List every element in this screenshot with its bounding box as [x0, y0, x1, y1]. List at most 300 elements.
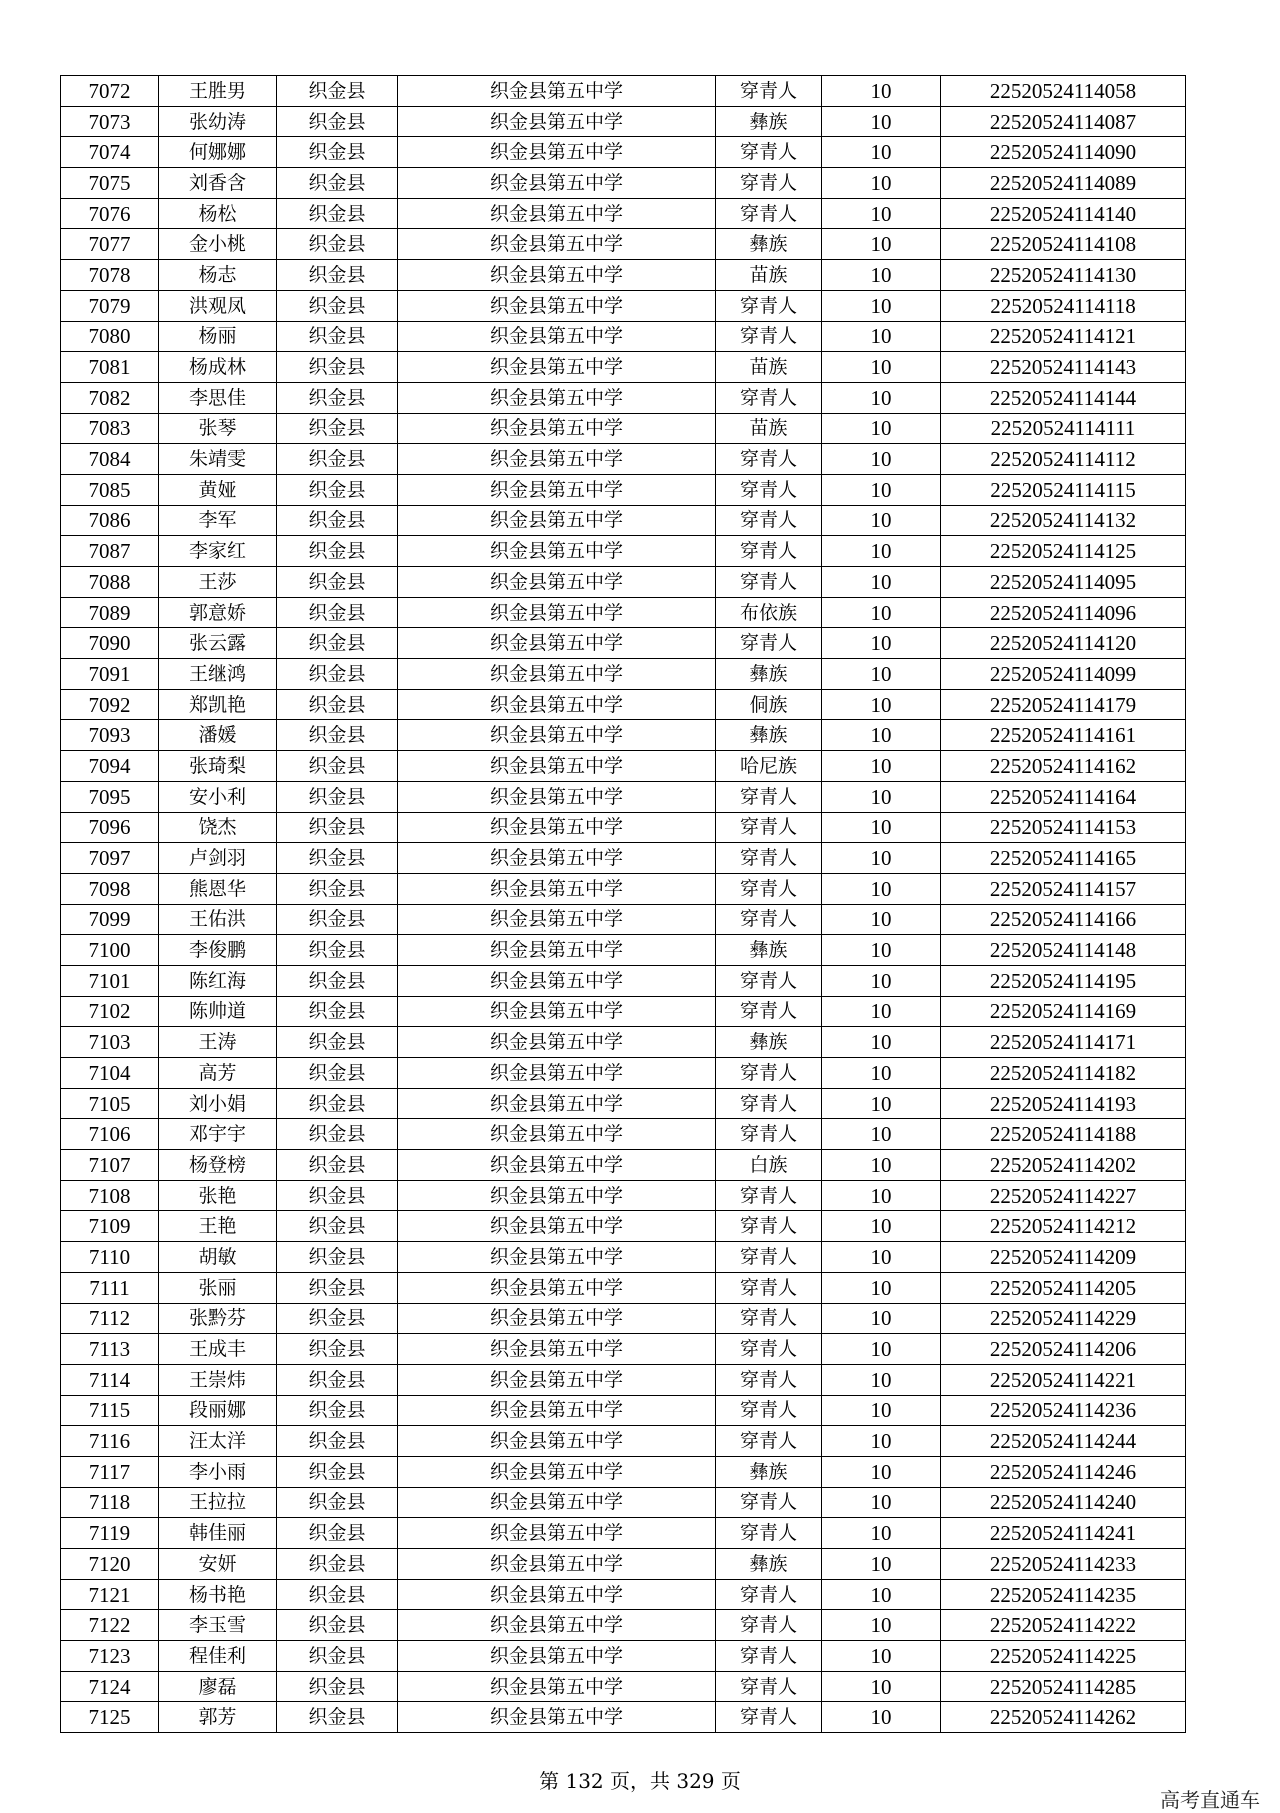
row-number-cell: 7074 — [61, 137, 159, 168]
exam-id-cell: 22520524114182 — [941, 1058, 1186, 1089]
score-cell: 10 — [822, 137, 941, 168]
county-cell: 织金县 — [277, 474, 398, 505]
table-row — [61, 628, 1186, 659]
school-cell: 织金县第五中学 — [398, 1180, 716, 1211]
school-cell: 织金县第五中学 — [398, 1456, 716, 1487]
county-cell: 织金县 — [277, 812, 398, 843]
exam-id-cell: 22520524114164 — [941, 781, 1186, 812]
ethnicity-cell: 穿青人 — [716, 1180, 822, 1211]
row-number-cell: 7097 — [61, 843, 159, 874]
row-number-cell: 7101 — [61, 965, 159, 996]
school-cell: 织金县第五中学 — [398, 781, 716, 812]
exam-id-cell: 22520524114285 — [941, 1671, 1186, 1702]
row-number-cell: 7077 — [61, 229, 159, 260]
school-cell: 织金县第五中学 — [398, 1058, 716, 1089]
table-row — [61, 1671, 1186, 1702]
ethnicity-cell: 苗族 — [716, 352, 822, 383]
county-cell: 织金县 — [277, 198, 398, 229]
exam-id-cell: 22520524114246 — [941, 1456, 1186, 1487]
score-cell: 10 — [822, 229, 941, 260]
name-cell: 何娜娜 — [159, 137, 277, 168]
county-cell: 织金县 — [277, 168, 398, 199]
table-row — [61, 1058, 1186, 1089]
exam-id-cell: 22520524114244 — [941, 1426, 1186, 1457]
row-number-cell: 7075 — [61, 168, 159, 199]
score-cell: 10 — [822, 751, 941, 782]
ethnicity-cell: 穿青人 — [716, 505, 822, 536]
score-cell: 10 — [822, 1027, 941, 1058]
exam-id-cell: 22520524114193 — [941, 1088, 1186, 1119]
row-number-cell: 7103 — [61, 1027, 159, 1058]
name-cell: 杨登榜 — [159, 1150, 277, 1181]
name-cell: 洪观凤 — [159, 290, 277, 321]
table-row — [61, 1610, 1186, 1641]
row-number-cell: 7098 — [61, 873, 159, 904]
school-cell: 织金县第五中学 — [398, 1641, 716, 1672]
row-number-cell: 7109 — [61, 1211, 159, 1242]
ethnicity-cell: 穿青人 — [716, 76, 822, 107]
ethnicity-cell: 穿青人 — [716, 1487, 822, 1518]
ethnicity-cell: 彝族 — [716, 106, 822, 137]
exam-id-cell: 22520524114111 — [941, 413, 1186, 444]
ethnicity-cell: 白族 — [716, 1150, 822, 1181]
exam-id-cell: 22520524114166 — [941, 904, 1186, 935]
score-cell: 10 — [822, 1395, 941, 1426]
row-number-cell: 7105 — [61, 1088, 159, 1119]
row-number-cell: 7118 — [61, 1487, 159, 1518]
score-cell: 10 — [822, 76, 941, 107]
row-number-cell: 7117 — [61, 1456, 159, 1487]
school-cell: 织金县第五中学 — [398, 1549, 716, 1580]
school-cell: 织金县第五中学 — [398, 413, 716, 444]
table-row — [61, 1395, 1186, 1426]
ethnicity-cell: 穿青人 — [716, 1334, 822, 1365]
table-row — [61, 873, 1186, 904]
score-cell: 10 — [822, 1702, 941, 1733]
score-cell: 10 — [822, 1272, 941, 1303]
table-row — [61, 168, 1186, 199]
name-cell: 王胜男 — [159, 76, 277, 107]
name-cell: 刘香含 — [159, 168, 277, 199]
score-cell: 10 — [822, 689, 941, 720]
name-cell: 王艳 — [159, 1211, 277, 1242]
ethnicity-cell: 彝族 — [716, 659, 822, 690]
row-number-cell: 7121 — [61, 1579, 159, 1610]
county-cell: 织金县 — [277, 689, 398, 720]
score-cell: 10 — [822, 843, 941, 874]
school-cell: 织金县第五中学 — [398, 382, 716, 413]
school-cell: 织金县第五中学 — [398, 597, 716, 628]
table-row — [61, 505, 1186, 536]
exam-id-cell: 22520524114090 — [941, 137, 1186, 168]
county-cell: 织金县 — [277, 935, 398, 966]
school-cell: 织金县第五中学 — [398, 474, 716, 505]
exam-id-cell: 22520524114240 — [941, 1487, 1186, 1518]
exam-id-cell: 22520524114165 — [941, 843, 1186, 874]
score-cell: 10 — [822, 1487, 941, 1518]
school-cell: 织金县第五中学 — [398, 689, 716, 720]
ethnicity-cell: 穿青人 — [716, 1364, 822, 1395]
row-number-cell: 7119 — [61, 1518, 159, 1549]
ethnicity-cell: 穿青人 — [716, 628, 822, 659]
exam-id-cell: 22520524114130 — [941, 260, 1186, 291]
exam-id-cell: 22520524114153 — [941, 812, 1186, 843]
row-number-cell: 7093 — [61, 720, 159, 751]
school-cell: 织金县第五中学 — [398, 1150, 716, 1181]
score-cell: 10 — [822, 935, 941, 966]
score-cell: 10 — [822, 106, 941, 137]
school-cell: 织金县第五中学 — [398, 996, 716, 1027]
name-cell: 韩佳丽 — [159, 1518, 277, 1549]
row-number-cell: 7088 — [61, 567, 159, 598]
exam-id-cell: 22520524114227 — [941, 1180, 1186, 1211]
name-cell: 王莎 — [159, 567, 277, 598]
county-cell: 织金县 — [277, 1456, 398, 1487]
table-row — [61, 352, 1186, 383]
ethnicity-cell: 侗族 — [716, 689, 822, 720]
name-cell: 王涛 — [159, 1027, 277, 1058]
exam-id-cell: 22520524114169 — [941, 996, 1186, 1027]
row-number-cell: 7112 — [61, 1303, 159, 1334]
score-cell: 10 — [822, 260, 941, 291]
county-cell: 织金县 — [277, 720, 398, 751]
row-number-cell: 7120 — [61, 1549, 159, 1580]
exam-id-cell: 22520524114108 — [941, 229, 1186, 260]
table-row — [61, 1272, 1186, 1303]
table-row — [61, 1456, 1186, 1487]
county-cell: 织金县 — [277, 260, 398, 291]
row-number-cell: 7083 — [61, 413, 159, 444]
county-cell: 织金县 — [277, 1272, 398, 1303]
roster-body — [61, 76, 1186, 1733]
name-cell: 段丽娜 — [159, 1395, 277, 1426]
row-number-cell: 7082 — [61, 382, 159, 413]
county-cell: 织金县 — [277, 76, 398, 107]
name-cell: 汪太洋 — [159, 1426, 277, 1457]
ethnicity-cell: 穿青人 — [716, 1702, 822, 1733]
school-cell: 织金县第五中学 — [398, 198, 716, 229]
ethnicity-cell: 彝族 — [716, 720, 822, 751]
score-cell: 10 — [822, 597, 941, 628]
exam-id-cell: 22520524114120 — [941, 628, 1186, 659]
exam-id-cell: 22520524114148 — [941, 935, 1186, 966]
score-cell: 10 — [822, 965, 941, 996]
score-cell: 10 — [822, 290, 941, 321]
name-cell: 郭意娇 — [159, 597, 277, 628]
county-cell: 织金县 — [277, 1242, 398, 1273]
county-cell: 织金县 — [277, 904, 398, 935]
name-cell: 杨书艳 — [159, 1579, 277, 1610]
row-number-cell: 7106 — [61, 1119, 159, 1150]
county-cell: 织金县 — [277, 1518, 398, 1549]
name-cell: 程佳利 — [159, 1641, 277, 1672]
county-cell: 织金县 — [277, 659, 398, 690]
exam-id-cell: 22520524114188 — [941, 1119, 1186, 1150]
exam-id-cell: 22520524114115 — [941, 474, 1186, 505]
name-cell: 饶杰 — [159, 812, 277, 843]
exam-id-cell: 22520524114140 — [941, 198, 1186, 229]
ethnicity-cell: 穿青人 — [716, 996, 822, 1027]
name-cell: 张幼涛 — [159, 106, 277, 137]
row-number-cell: 7110 — [61, 1242, 159, 1273]
table-row — [61, 474, 1186, 505]
score-cell: 10 — [822, 198, 941, 229]
table-row — [61, 321, 1186, 352]
score-cell: 10 — [822, 1641, 941, 1672]
name-cell: 郑凯艳 — [159, 689, 277, 720]
name-cell: 陈红海 — [159, 965, 277, 996]
exam-id-cell: 22520524114212 — [941, 1211, 1186, 1242]
score-cell: 10 — [822, 873, 941, 904]
name-cell: 王继鸿 — [159, 659, 277, 690]
exam-id-cell: 22520524114125 — [941, 536, 1186, 567]
ethnicity-cell: 穿青人 — [716, 1395, 822, 1426]
county-cell: 织金县 — [277, 229, 398, 260]
score-cell: 10 — [822, 536, 941, 567]
table-row — [61, 1549, 1186, 1580]
table-row — [61, 1579, 1186, 1610]
ethnicity-cell: 穿青人 — [716, 474, 822, 505]
county-cell: 织金县 — [277, 1334, 398, 1365]
table-row — [61, 1211, 1186, 1242]
exam-id-cell: 22520524114233 — [941, 1549, 1186, 1580]
table-row — [61, 659, 1186, 690]
score-cell: 10 — [822, 1242, 941, 1273]
table-row — [61, 444, 1186, 475]
school-cell: 织金县第五中学 — [398, 659, 716, 690]
ethnicity-cell: 穿青人 — [716, 168, 822, 199]
exam-id-cell: 22520524114171 — [941, 1027, 1186, 1058]
table-row — [61, 843, 1186, 874]
county-cell: 织金县 — [277, 1088, 398, 1119]
table-row — [61, 812, 1186, 843]
row-number-cell: 7090 — [61, 628, 159, 659]
exam-id-cell: 22520524114222 — [941, 1610, 1186, 1641]
name-cell: 王崇炜 — [159, 1364, 277, 1395]
county-cell: 织金县 — [277, 382, 398, 413]
school-cell: 织金县第五中学 — [398, 352, 716, 383]
name-cell: 安小利 — [159, 781, 277, 812]
table-row — [61, 720, 1186, 751]
name-cell: 王成丰 — [159, 1334, 277, 1365]
exam-id-cell: 22520524114095 — [941, 567, 1186, 598]
row-number-cell: 7113 — [61, 1334, 159, 1365]
county-cell: 织金县 — [277, 1671, 398, 1702]
roster-table — [60, 75, 1186, 1733]
score-cell: 10 — [822, 1456, 941, 1487]
score-cell: 10 — [822, 474, 941, 505]
row-number-cell: 7086 — [61, 505, 159, 536]
score-cell: 10 — [822, 413, 941, 444]
exam-id-cell: 22520524114235 — [941, 1579, 1186, 1610]
table-row — [61, 1088, 1186, 1119]
row-number-cell: 7122 — [61, 1610, 159, 1641]
ethnicity-cell: 穿青人 — [716, 843, 822, 874]
ethnicity-cell: 穿青人 — [716, 1088, 822, 1119]
table-row — [61, 567, 1186, 598]
name-cell: 张琴 — [159, 413, 277, 444]
table-row — [61, 597, 1186, 628]
name-cell: 张黔芬 — [159, 1303, 277, 1334]
score-cell: 10 — [822, 382, 941, 413]
ethnicity-cell: 穿青人 — [716, 1641, 822, 1672]
school-cell: 织金县第五中学 — [398, 965, 716, 996]
score-cell: 10 — [822, 1549, 941, 1580]
school-cell: 织金县第五中学 — [398, 1702, 716, 1733]
ethnicity-cell: 穿青人 — [716, 1671, 822, 1702]
name-cell: 李玉雪 — [159, 1610, 277, 1641]
name-cell: 李家红 — [159, 536, 277, 567]
ethnicity-cell: 穿青人 — [716, 198, 822, 229]
exam-id-cell: 22520524114099 — [941, 659, 1186, 690]
exam-id-cell: 22520524114161 — [941, 720, 1186, 751]
ethnicity-cell: 穿青人 — [716, 1303, 822, 1334]
exam-id-cell: 22520524114089 — [941, 168, 1186, 199]
ethnicity-cell: 穿青人 — [716, 1119, 822, 1150]
exam-id-cell: 22520524114087 — [941, 106, 1186, 137]
name-cell: 李小雨 — [159, 1456, 277, 1487]
school-cell: 织金县第五中学 — [398, 260, 716, 291]
county-cell: 织金县 — [277, 1702, 398, 1733]
score-cell: 10 — [822, 1088, 941, 1119]
ethnicity-cell: 彝族 — [716, 935, 822, 966]
name-cell: 郭芳 — [159, 1702, 277, 1733]
row-number-cell: 7104 — [61, 1058, 159, 1089]
score-cell: 10 — [822, 996, 941, 1027]
row-number-cell: 7087 — [61, 536, 159, 567]
ethnicity-cell: 穿青人 — [716, 1272, 822, 1303]
score-cell: 10 — [822, 812, 941, 843]
name-cell: 杨松 — [159, 198, 277, 229]
name-cell: 高芳 — [159, 1058, 277, 1089]
school-cell: 织金县第五中学 — [398, 1027, 716, 1058]
county-cell: 织金县 — [277, 1364, 398, 1395]
ethnicity-cell: 穿青人 — [716, 1242, 822, 1273]
county-cell: 织金县 — [277, 1303, 398, 1334]
county-cell: 织金县 — [277, 1549, 398, 1580]
name-cell: 杨成林 — [159, 352, 277, 383]
exam-id-cell: 22520524114112 — [941, 444, 1186, 475]
row-number-cell: 7072 — [61, 76, 159, 107]
name-cell: 李俊鹏 — [159, 935, 277, 966]
name-cell: 王佑洪 — [159, 904, 277, 935]
name-cell: 廖磊 — [159, 1671, 277, 1702]
row-number-cell: 7094 — [61, 751, 159, 782]
school-cell: 织金县第五中学 — [398, 751, 716, 782]
table-row — [61, 536, 1186, 567]
name-cell: 张丽 — [159, 1272, 277, 1303]
score-cell: 10 — [822, 781, 941, 812]
exam-id-cell: 22520524114236 — [941, 1395, 1186, 1426]
ethnicity-cell: 穿青人 — [716, 965, 822, 996]
name-cell: 朱靖雯 — [159, 444, 277, 475]
school-cell: 织金县第五中学 — [398, 137, 716, 168]
name-cell: 李思佳 — [159, 382, 277, 413]
exam-id-cell: 22520524114229 — [941, 1303, 1186, 1334]
ethnicity-cell: 苗族 — [716, 260, 822, 291]
ethnicity-cell: 穿青人 — [716, 567, 822, 598]
name-cell: 胡敏 — [159, 1242, 277, 1273]
row-number-cell: 7100 — [61, 935, 159, 966]
row-number-cell: 7076 — [61, 198, 159, 229]
table-row — [61, 1180, 1186, 1211]
school-cell: 织金县第五中学 — [398, 505, 716, 536]
exam-id-cell: 22520524114262 — [941, 1702, 1186, 1733]
ethnicity-cell: 彝族 — [716, 229, 822, 260]
ethnicity-cell: 彝族 — [716, 1549, 822, 1580]
score-cell: 10 — [822, 1579, 941, 1610]
row-number-cell: 7111 — [61, 1272, 159, 1303]
table-row — [61, 935, 1186, 966]
row-number-cell: 7073 — [61, 106, 159, 137]
exam-id-cell: 22520524114225 — [941, 1641, 1186, 1672]
school-cell: 织金县第五中学 — [398, 290, 716, 321]
school-cell: 织金县第五中学 — [398, 321, 716, 352]
ethnicity-cell: 穿青人 — [716, 1058, 822, 1089]
county-cell: 织金县 — [277, 1150, 398, 1181]
exam-id-cell: 22520524114195 — [941, 965, 1186, 996]
table-row — [61, 1119, 1186, 1150]
row-number-cell: 7079 — [61, 290, 159, 321]
ethnicity-cell: 穿青人 — [716, 1610, 822, 1641]
row-number-cell: 7102 — [61, 996, 159, 1027]
row-number-cell: 7108 — [61, 1180, 159, 1211]
exam-id-cell: 22520524114121 — [941, 321, 1186, 352]
score-cell: 10 — [822, 628, 941, 659]
county-cell: 织金县 — [277, 567, 398, 598]
table-row — [61, 198, 1186, 229]
county-cell: 织金县 — [277, 781, 398, 812]
score-cell: 10 — [822, 1334, 941, 1365]
name-cell: 张云露 — [159, 628, 277, 659]
county-cell: 织金县 — [277, 1058, 398, 1089]
school-cell: 织金县第五中学 — [398, 444, 716, 475]
exam-id-cell: 22520524114202 — [941, 1150, 1186, 1181]
school-cell: 织金县第五中学 — [398, 1487, 716, 1518]
ethnicity-cell: 穿青人 — [716, 1211, 822, 1242]
county-cell: 织金县 — [277, 1211, 398, 1242]
table-row — [61, 1518, 1186, 1549]
county-cell: 织金县 — [277, 597, 398, 628]
score-cell: 10 — [822, 1426, 941, 1457]
name-cell: 张琦梨 — [159, 751, 277, 782]
table-row — [61, 1364, 1186, 1395]
school-cell: 织金县第五中学 — [398, 843, 716, 874]
ethnicity-cell: 穿青人 — [716, 382, 822, 413]
ethnicity-cell: 穿青人 — [716, 444, 822, 475]
table-row — [61, 996, 1186, 1027]
name-cell: 黄娅 — [159, 474, 277, 505]
table-row — [61, 1426, 1186, 1457]
score-cell: 10 — [822, 567, 941, 598]
county-cell: 织金县 — [277, 1641, 398, 1672]
school-cell: 织金县第五中学 — [398, 935, 716, 966]
score-cell: 10 — [822, 659, 941, 690]
exam-id-cell: 22520524114206 — [941, 1334, 1186, 1365]
county-cell: 织金县 — [277, 1395, 398, 1426]
row-number-cell: 7085 — [61, 474, 159, 505]
school-cell: 织金县第五中学 — [398, 168, 716, 199]
name-cell: 金小桃 — [159, 229, 277, 260]
table-row — [61, 137, 1186, 168]
score-cell: 10 — [822, 720, 941, 751]
score-cell: 10 — [822, 1518, 941, 1549]
ethnicity-cell: 穿青人 — [716, 536, 822, 567]
county-cell: 织金县 — [277, 444, 398, 475]
exam-id-cell: 22520524114241 — [941, 1518, 1186, 1549]
roster-sheet — [60, 75, 1185, 1733]
row-number-cell: 7124 — [61, 1671, 159, 1702]
